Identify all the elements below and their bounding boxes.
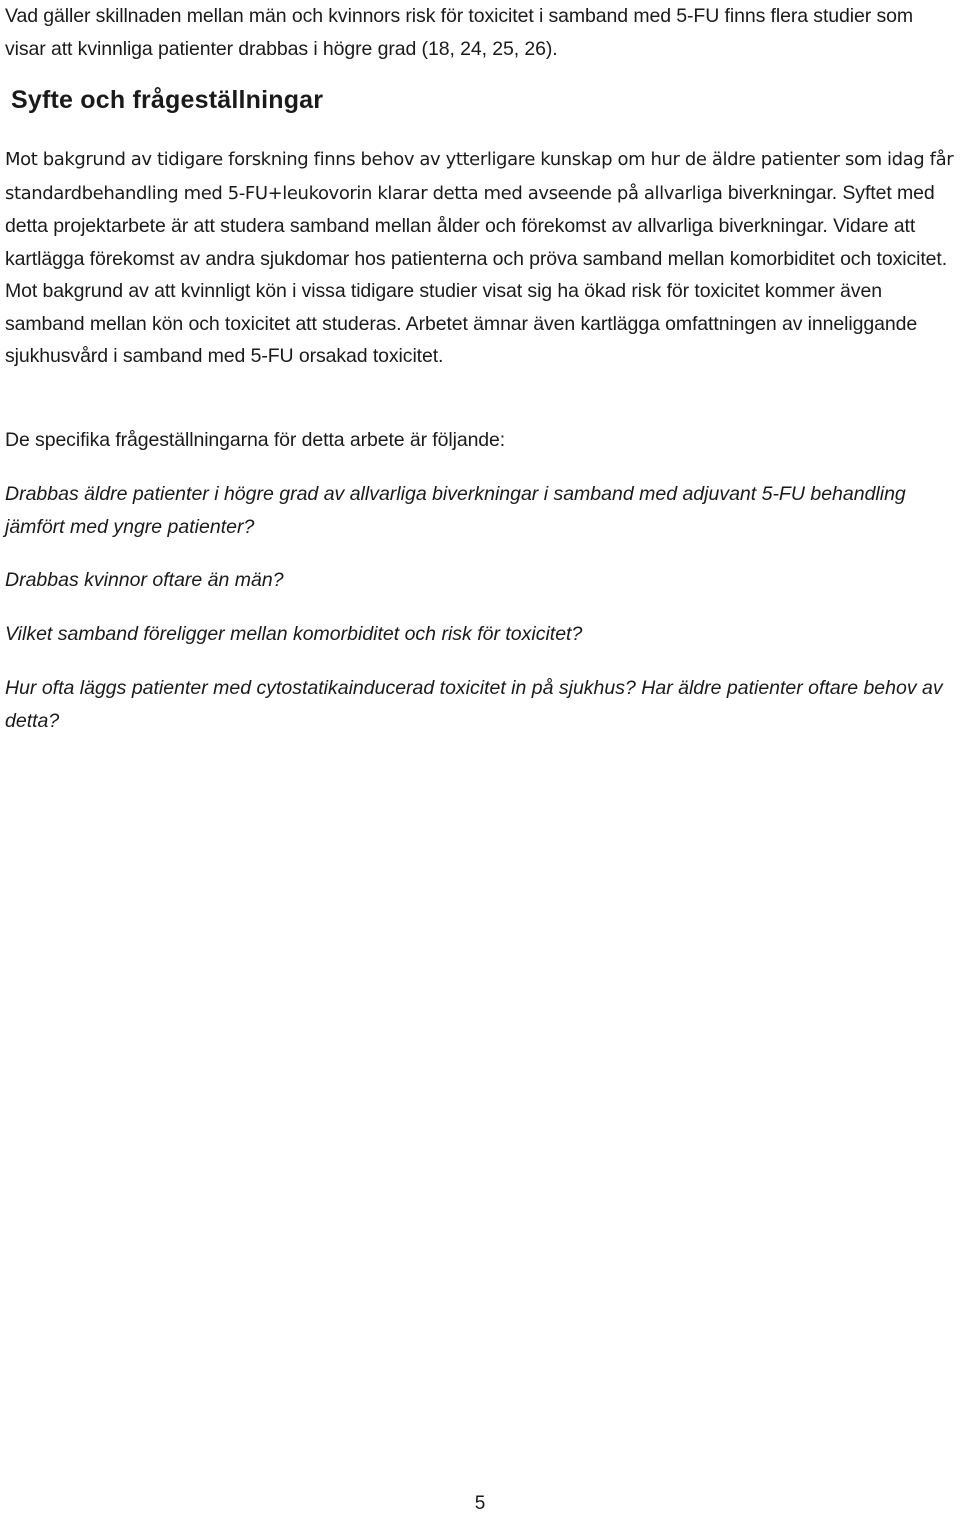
question-3: Vilket samband föreligger mellan komorbiditet och risk för toxicitet?	[5, 623, 583, 645]
aim-paragraph-part1: Mot bakgrund av tidigare forskning finns behov av ytterligare kunskap om hur de äldre patienter som idag får standardbehandling med 5-FU+leukovorin klarar detta med avseende på allvarliga	[5, 149, 954, 204]
questions-lead: De specifika frågeställningarna för detta arbete är följande:	[5, 429, 506, 451]
aim-paragraph-part2: biverkningar. Syftet med detta projektarbete är att studera samband mellan ålder och förekomst av allvarliga biverkningar. Vidare att kartlägga förekomst av andra sjukdomar hos patienterna och pröva samband mellan komorbiditet och toxicitet. Mot bakgrund av att kvinnligt kön i vissa tidigare studier visat sig ha ökad risk för toxicitet kommer även samband mellan kön och toxicitet att studeras. Arbetet ämnar även kartlägga omfattningen av inneliggande sjukhusvård i samband med 5-FU orsakad toxicitet.	[5, 181, 948, 367]
question-2: Drabbas kvinnor oftare än män?	[5, 569, 284, 591]
intro-paragraph: Vad gäller skillnaden mellan män och kvinnors risk för toxicitet i samband med 5-FU finns flera studier som visar att kvinnliga patienter drabbas i högre grad (18, 24, 25, 26).	[5, 5, 913, 60]
question-1: Drabbas äldre patienter i högre grad av allvarliga biverkningar i samband med adjuvant 5-FU behandling jämfört med yngre patienter?	[5, 483, 906, 538]
page-number: 5	[474, 1493, 486, 1514]
section-heading: Syfte och frågeställningar	[11, 86, 324, 114]
question-4: Hur ofta läggs patienter med cytostatikainducerad toxicitet in på sjukhus? Har äldre patienter oftare behov av detta?	[5, 677, 943, 732]
aim-paragraph	[5, 143, 957, 373]
